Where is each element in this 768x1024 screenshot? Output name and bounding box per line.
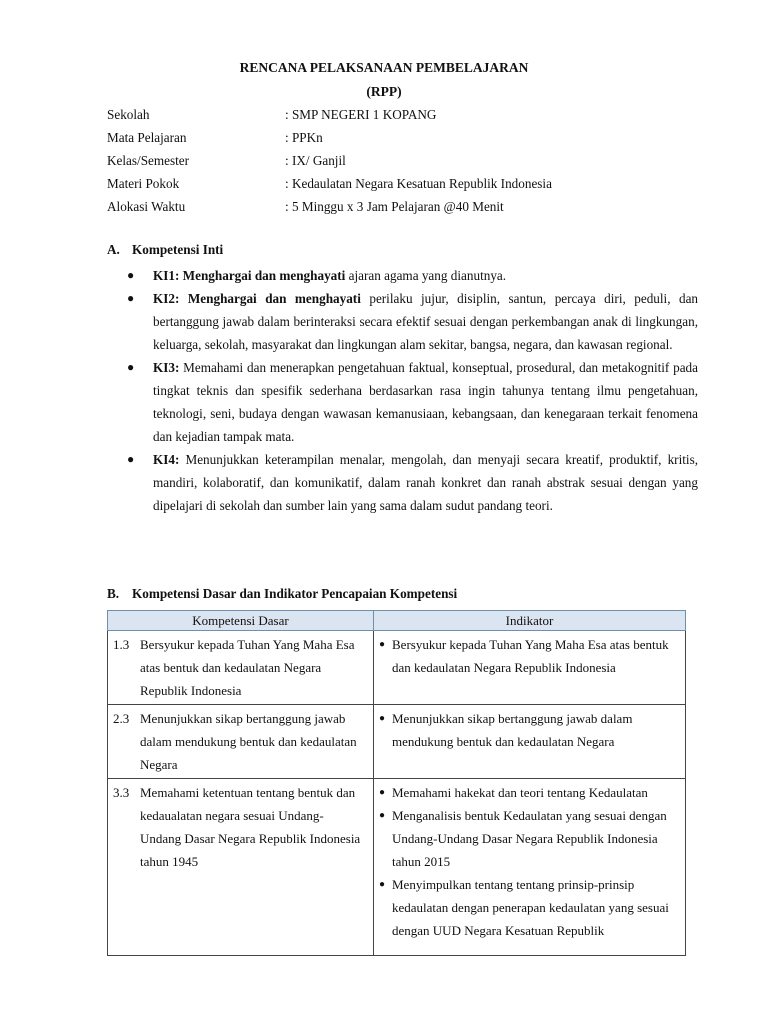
section-a-heading bbox=[107, 242, 223, 258]
list-item bbox=[127, 356, 698, 448]
section-b-heading bbox=[107, 586, 457, 602]
identity-key: Mata Pelajaran bbox=[107, 130, 187, 145]
indicator-item bbox=[379, 633, 681, 679]
identity-key: Kelas/Semester bbox=[107, 153, 190, 168]
indicator-item bbox=[379, 873, 681, 942]
document-title: RENCANA PELAKSANAAN PEMBELAJARAN bbox=[239, 60, 529, 75]
identity-value: : 5 Minggu x 3 Jam Pelajaran @40 Menit bbox=[285, 199, 504, 214]
ki-bold-text: Menghargai dan menghayati bbox=[182, 268, 346, 283]
identity-row bbox=[107, 153, 707, 176]
bullet-icon: ● bbox=[379, 713, 386, 724]
indicator-item bbox=[379, 707, 681, 753]
kd-text: Bersyukur kepada Tuhan Yang Maha Esa atas bentuk dan kedaulatan Negara Republik Indonesia bbox=[140, 637, 355, 698]
indicator-clip bbox=[379, 781, 681, 953]
ki-label: KI2: bbox=[153, 291, 180, 306]
ki-bold-text: Menghargai dan menghayati bbox=[187, 291, 361, 306]
identity-row bbox=[107, 176, 707, 199]
indicator-text: Bersyukur kepada Tuhan Yang Maha Esa atas bentuk dan kedaulatan Negara Republik Indonesia bbox=[392, 637, 669, 675]
identity-block bbox=[107, 107, 707, 222]
indicator-text: Menunjukkan sikap bertanggung jawab dalam mendukung bentuk dan kedaulatan Negara bbox=[392, 711, 633, 749]
ki-label: KI4: bbox=[153, 452, 180, 467]
kd-cell bbox=[108, 705, 374, 779]
kd-text: Memahami ketentuan tentang bentuk dan kedaualatan negara sesuai Undang-Undang Dasar Negara Republik Indonesia tahun 1945 bbox=[140, 785, 361, 869]
column-header-indikator: Indikator bbox=[374, 611, 686, 631]
section-letter: B. bbox=[107, 586, 120, 601]
ki-label: KI3: bbox=[153, 360, 180, 375]
identity-value: : SMP NEGERI 1 KOPANG bbox=[285, 107, 437, 122]
list-item bbox=[127, 264, 698, 287]
indicator-cell bbox=[374, 779, 686, 956]
indicator-text: Menganalisis bentuk Kedaulatan yang sesuai dengan Undang-Undang Dasar Negara Republik Indonesia tahun 2015 bbox=[392, 808, 667, 869]
indicator-item bbox=[379, 804, 681, 873]
identity-value: : IX/ Ganjil bbox=[285, 153, 346, 168]
kompetensi-table bbox=[107, 610, 686, 956]
ki-text: perilaku jujur, disiplin, santun, percaya diri, peduli, dan bertanggung jawab dalam berinteraksi secara efektif sesuai dengan perkembangan anak di lingkungan, keluarga, sekolah, masyarakat dan lingkungan alam sekitar, bangsa, negara, dan kawasan regional. bbox=[153, 291, 699, 352]
identity-row bbox=[107, 199, 707, 222]
kompetensi-inti-list bbox=[127, 264, 698, 517]
ki-text: ajaran agama yang dianutnya. bbox=[345, 268, 507, 283]
identity-key: Sekolah bbox=[107, 107, 150, 122]
table-row bbox=[108, 631, 686, 705]
document-subtitle: (RPP) bbox=[366, 84, 402, 99]
ki-label: KI1: bbox=[153, 268, 180, 283]
section-letter: A. bbox=[107, 242, 120, 257]
bullet-icon: ● bbox=[379, 879, 386, 890]
indicator-cell bbox=[374, 631, 686, 705]
section-title: Kompetensi Dasar dan Indikator Pencapaian Kompetensi bbox=[132, 586, 458, 601]
bullet-icon: ● bbox=[379, 639, 386, 650]
kd-number: 2.3 bbox=[113, 711, 130, 726]
indicator-text: Memahami hakekat dan teori tentang Kedaulatan bbox=[392, 785, 648, 800]
kd-number: 1.3 bbox=[113, 637, 130, 652]
bullet-icon: ● bbox=[127, 268, 135, 282]
section-title: Kompetensi Inti bbox=[132, 242, 224, 257]
indicator-cell bbox=[374, 705, 686, 779]
bullet-icon: ● bbox=[127, 452, 135, 466]
bullet-icon: ● bbox=[127, 360, 135, 374]
identity-row bbox=[107, 107, 707, 130]
identity-key: Alokasi Waktu bbox=[107, 199, 186, 214]
kd-cell bbox=[108, 631, 374, 705]
table-row bbox=[108, 705, 686, 779]
list-item bbox=[127, 287, 698, 356]
table-header-row bbox=[108, 611, 686, 631]
ki-text: Memahami dan menerapkan pengetahuan faktual, konseptual, prosedural, dan metakognitif pada tingkat teknis dan spesifik sederhana berdasarkan rasa ingin tahunya tentang ilmu pengetahuan, teknologi, seni, budaya dengan wawasan kemanusiaan, kebangsaan, dan kenegaraan terkait fenomena dan kejadian tampak mata. bbox=[153, 360, 698, 444]
identity-value: : Kedaulatan Negara Kesatuan Republik Indonesia bbox=[285, 176, 552, 191]
bullet-icon: ● bbox=[379, 810, 386, 821]
ki-text: Menunjukkan keterampilan menalar, mengolah, dan menyaji secara kreatif, produktif, kritis, mandiri, kolaboratif, dan komunikatif, dalam ranah konkret dan ranah abstrak sesuai dengan yang dipelajari di sekolah dan sumber lain yang sama dalam sudut pandang teori. bbox=[153, 452, 698, 513]
identity-row bbox=[107, 130, 707, 153]
indicator-item bbox=[379, 781, 681, 804]
kd-number: 3.3 bbox=[113, 785, 130, 800]
bullet-icon: ● bbox=[379, 787, 386, 798]
identity-value: : PPKn bbox=[285, 130, 323, 145]
kd-cell bbox=[108, 779, 374, 956]
indicator-text: Menyimpulkan tentang tentang prinsip-prinsip kedaulatan dengan penerapan kedaulatan yang sesuai dengan UUD Negara Kesatuan Republik bbox=[392, 877, 669, 938]
column-header-kd: Kompetensi Dasar bbox=[108, 611, 374, 631]
bullet-icon: ● bbox=[127, 291, 135, 305]
list-item bbox=[127, 448, 698, 517]
kd-text: Menunjukkan sikap bertanggung jawab dalam mendukung bentuk dan kedaulatan Negara bbox=[140, 711, 357, 772]
table-row bbox=[108, 779, 686, 956]
identity-key: Materi Pokok bbox=[107, 176, 180, 191]
